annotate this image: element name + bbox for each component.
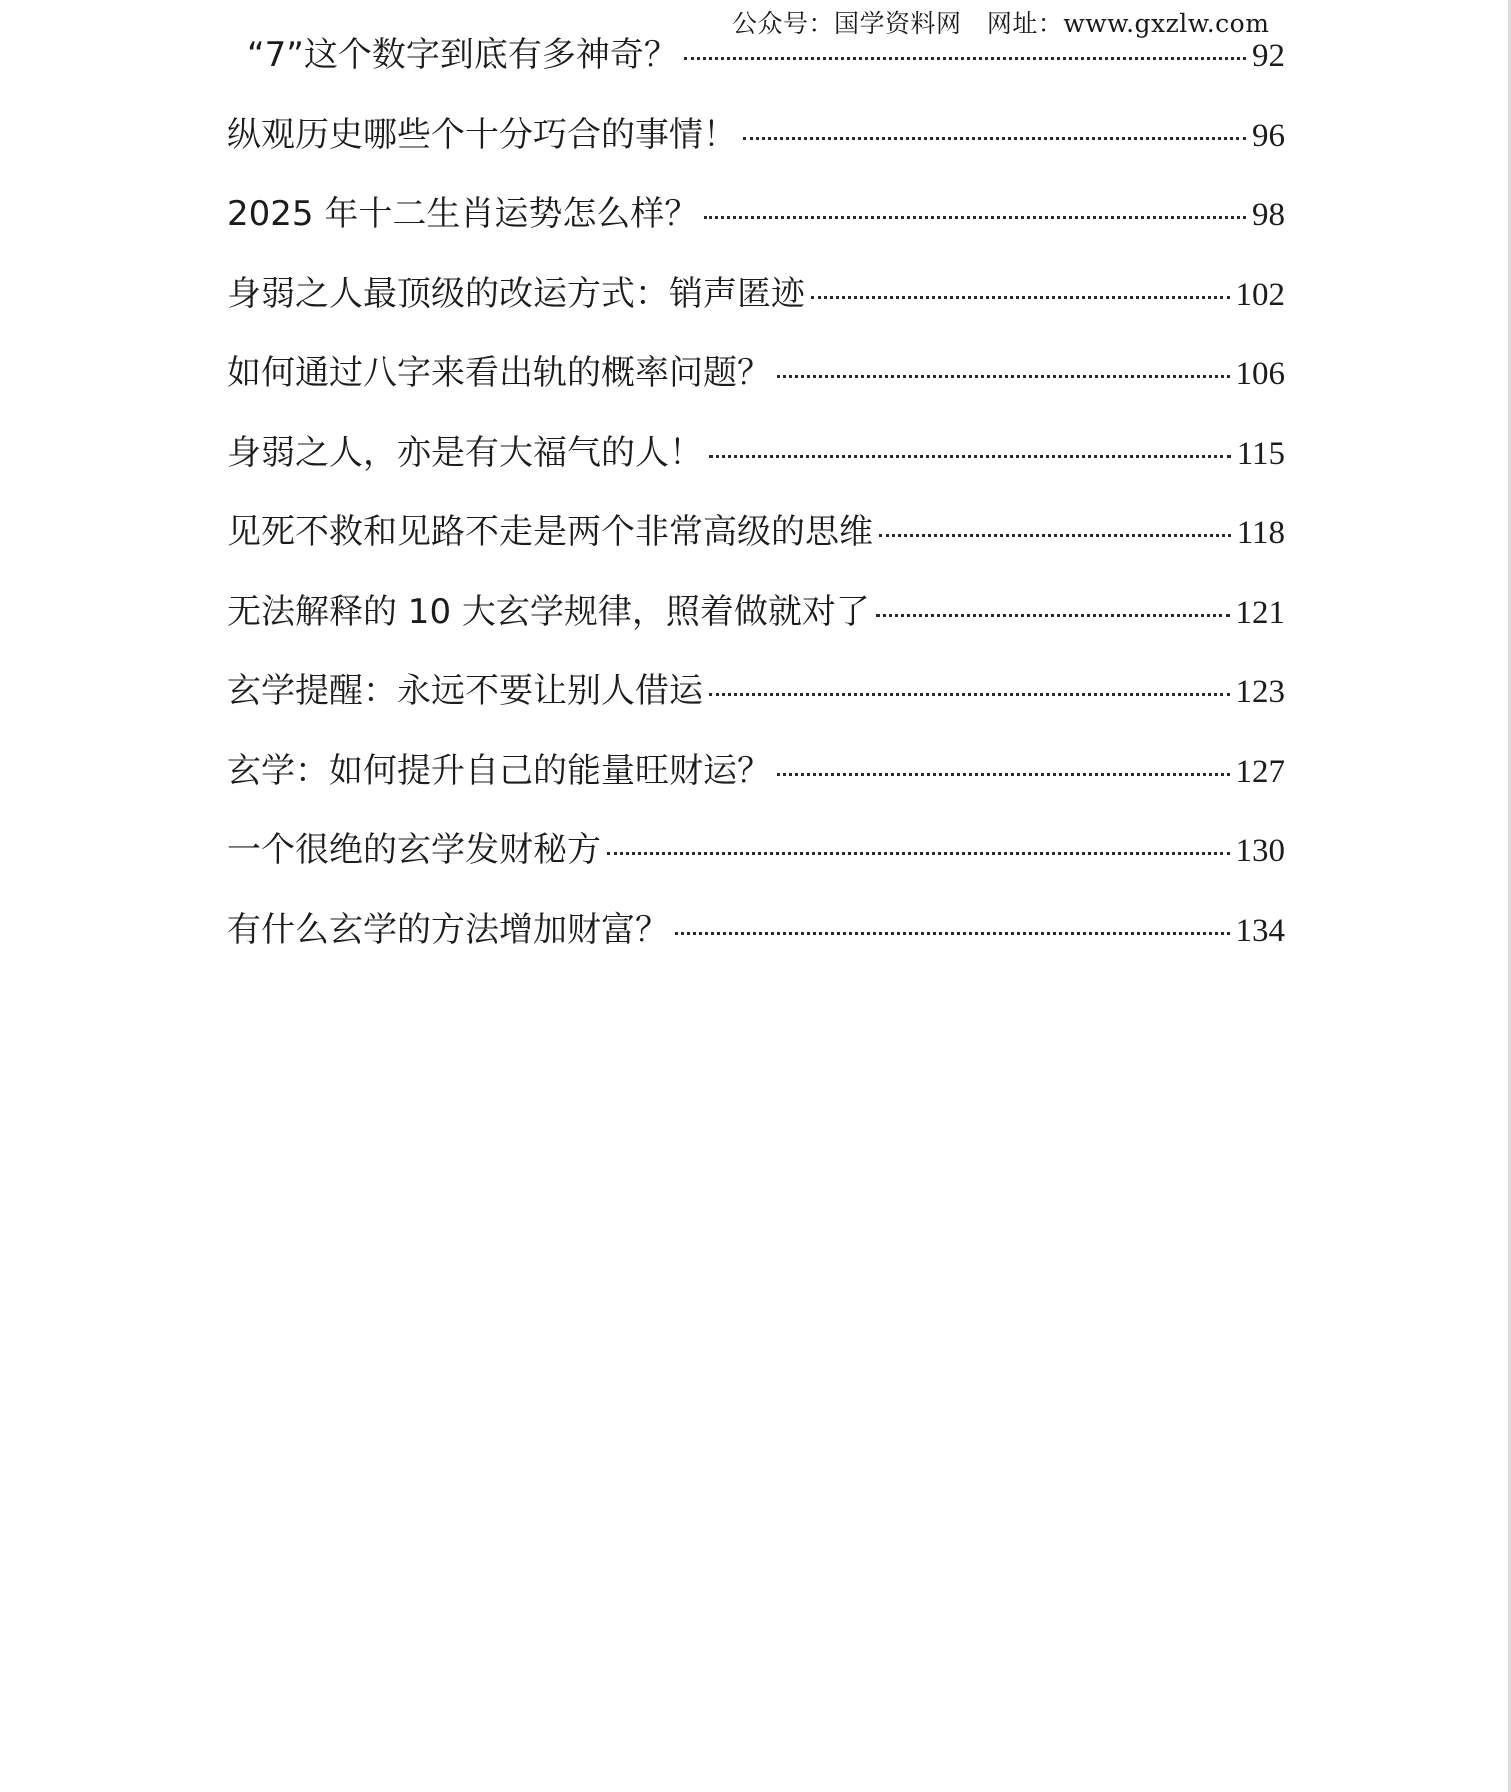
page-header-note: 公众号：国学资料网 网址：www.gxzlw.com bbox=[732, 9, 1270, 38]
toc-entry[interactable] bbox=[227, 348, 1285, 428]
toc-entry-title: 身弱之人，亦是有大福气的人！ bbox=[227, 432, 703, 473]
toc-entry-page: 127 bbox=[1235, 753, 1285, 790]
toc-entry[interactable] bbox=[227, 110, 1285, 190]
table-of-contents bbox=[227, 30, 1285, 984]
toc-entry-title: 身弱之人最顶级的改运方式：销声匿迹 bbox=[227, 273, 805, 314]
toc-entry[interactable] bbox=[227, 746, 1285, 826]
toc-dot-leader bbox=[704, 216, 1246, 219]
toc-entry-page: 118 bbox=[1236, 515, 1285, 551]
toc-entry-page: 102 bbox=[1235, 276, 1285, 313]
toc-entry[interactable] bbox=[227, 507, 1285, 587]
toc-entry-title: 见死不救和见路不走是两个非常高级的思维 bbox=[227, 512, 873, 552]
toc-entry[interactable] bbox=[227, 666, 1285, 746]
toc-entry-page: 115 bbox=[1236, 435, 1285, 472]
toc-dot-leader bbox=[675, 932, 1230, 935]
toc-entry-page: 92 bbox=[1252, 38, 1285, 74]
toc-entry-page: 134 bbox=[1235, 912, 1285, 949]
toc-entry-title: 玄学提醒：永远不要让别人借运 bbox=[227, 671, 703, 711]
toc-dot-leader bbox=[811, 296, 1230, 299]
toc-dot-leader bbox=[777, 773, 1230, 776]
toc-entry-title: 一个很绝的玄学发财秘方 bbox=[227, 830, 601, 870]
toc-dot-leader bbox=[684, 57, 1246, 60]
toc-entry-page: 96 bbox=[1252, 117, 1285, 154]
toc-entry-title: 无法解释的 10 大玄学规律，照着做就对了 bbox=[227, 591, 870, 632]
toc-entry-title: “7”这个数字到底有多神奇？ bbox=[247, 35, 678, 75]
toc-dot-leader bbox=[709, 693, 1230, 696]
toc-dot-leader bbox=[876, 614, 1230, 617]
toc-dot-leader bbox=[743, 137, 1246, 140]
toc-entry-page: 98 bbox=[1252, 197, 1285, 233]
toc-entry-title: 玄学：如何提升自己的能量旺财运？ bbox=[227, 750, 771, 791]
toc-dot-leader bbox=[709, 455, 1231, 458]
toc-entry[interactable] bbox=[227, 30, 1285, 110]
toc-entry-title: 2025 年十二生肖运势怎么样？ bbox=[227, 194, 699, 234]
toc-entry-page: 123 bbox=[1235, 674, 1285, 710]
toc-entry[interactable] bbox=[227, 825, 1285, 905]
toc-entry-page: 121 bbox=[1235, 594, 1285, 631]
toc-entry-page: 106 bbox=[1235, 356, 1285, 392]
toc-entry-page: 130 bbox=[1235, 833, 1285, 869]
toc-dot-leader bbox=[777, 375, 1230, 378]
toc-dot-leader bbox=[879, 534, 1231, 537]
toc-entry[interactable] bbox=[227, 428, 1285, 508]
toc-entry[interactable] bbox=[227, 905, 1285, 985]
toc-entry-title: 纵观历史哪些个十分巧合的事情！ bbox=[227, 114, 737, 155]
toc-entry[interactable] bbox=[227, 587, 1285, 667]
toc-entry[interactable] bbox=[227, 269, 1285, 349]
toc-entry-title: 有什么玄学的方法增加财富？ bbox=[227, 909, 669, 950]
toc-dot-leader bbox=[607, 852, 1230, 855]
toc-entry-title: 如何通过八字来看出轨的概率问题？ bbox=[227, 353, 771, 393]
toc-entry[interactable] bbox=[227, 189, 1285, 269]
